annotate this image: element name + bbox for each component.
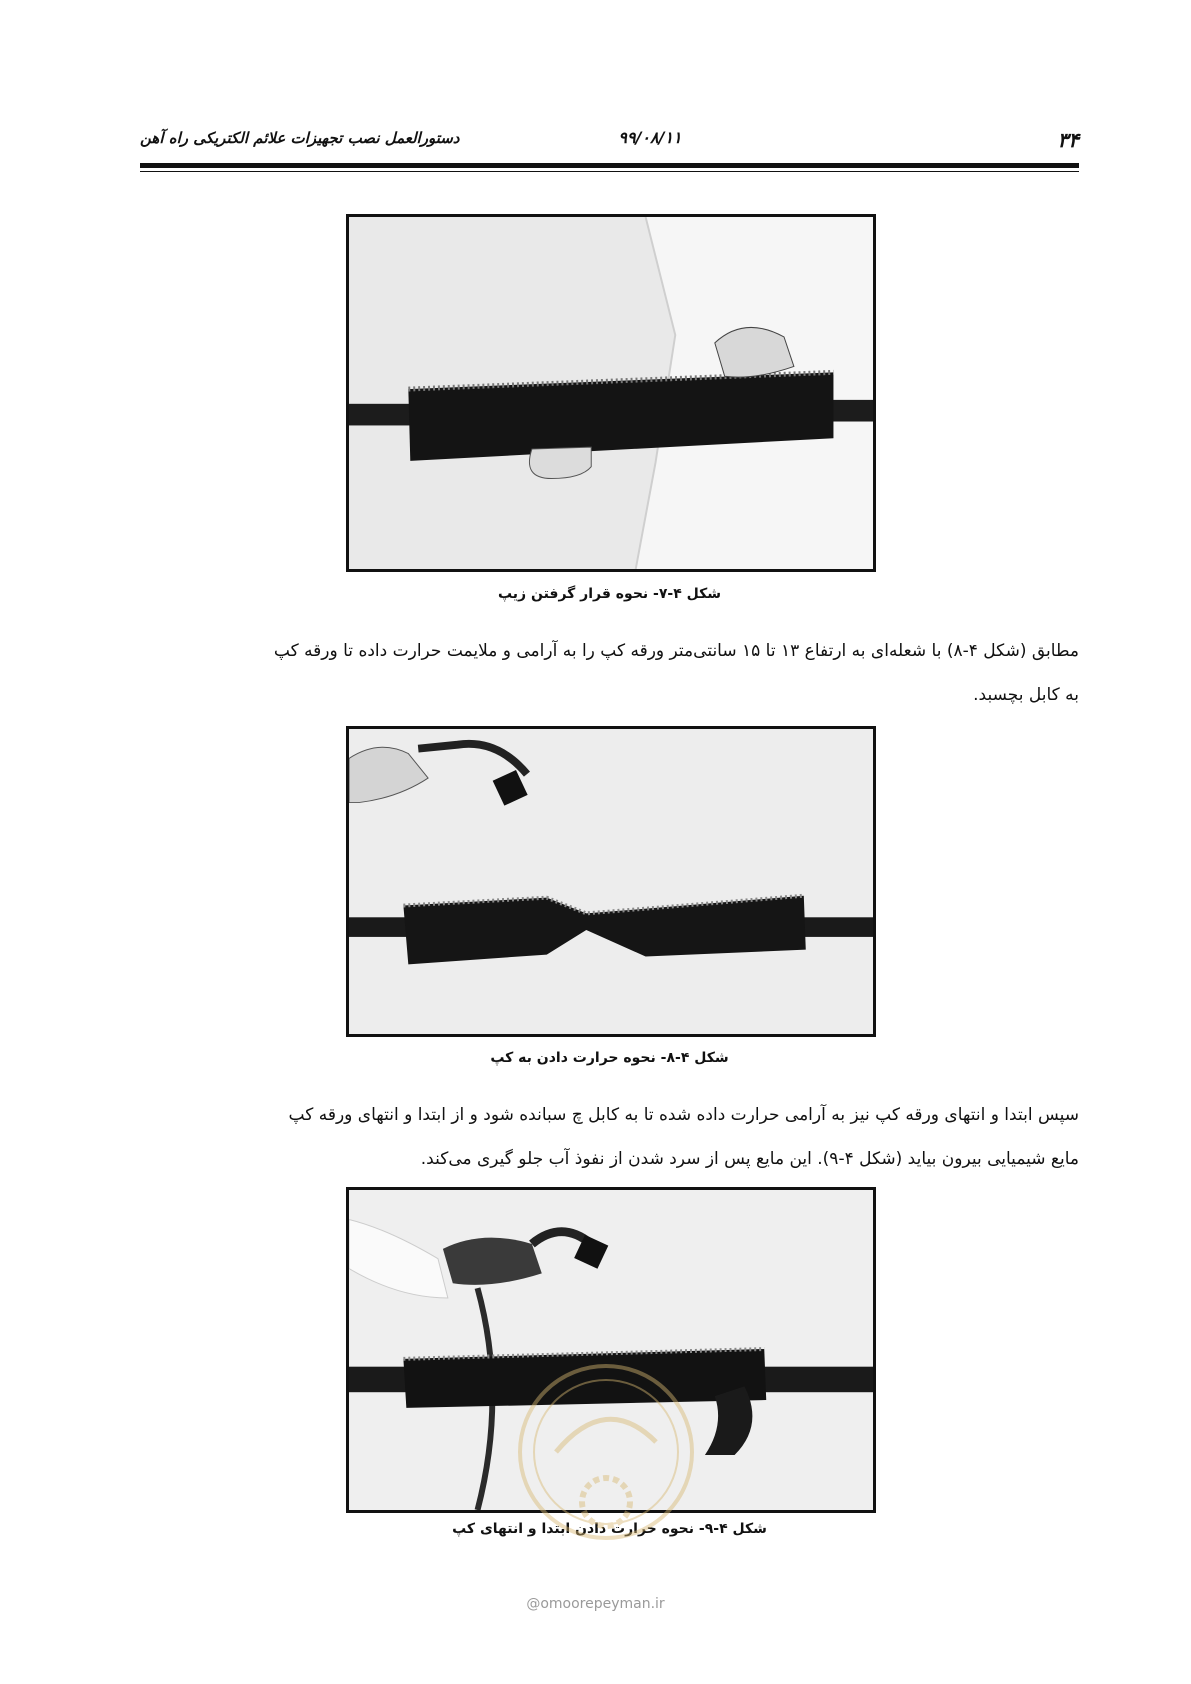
figure-zipper-placement [346, 214, 876, 572]
paragraph-heating-cap-line-2: به کابل بچسبد. [973, 685, 1079, 705]
watermark-site: @omoorepeyman.ir [526, 1596, 665, 1612]
paragraph-heating-cap-line-1: مطابق (شکل ۴-۸) با شعله‌ای به ارتفاع ۱۳ تا ۱۵ سانتی‌متر ورقه کپ را به آرامی و ملایمت حرارت داده تا ورقه کپ [273, 641, 1079, 661]
header-rule-thin [140, 171, 1079, 172]
figure-heating-cap-photo [349, 729, 873, 1034]
page-number: ۳۴ [1057, 128, 1079, 152]
document-date: ۹۹/۰۸/۱۱ [618, 128, 682, 147]
figure-caption-4-8: شکل ۴-۸- نحوه حرارت دادن به کپ [490, 1050, 729, 1066]
page-header [140, 128, 1079, 156]
header-rule-thick [140, 163, 1079, 168]
paragraph-heating-ends-line-1: سپس ابتدا و انتهای ورقه کپ نیز به آرامی حرارت داده شده تا به کابل چ سبانده شود و از ابتدا و انتهای ورقه کپ [288, 1105, 1079, 1125]
figure-caption-4-7: شکل ۴-۷- نحوه قرار گرفتن زیپ [497, 586, 722, 602]
figure-zipper-placement-photo [349, 217, 873, 569]
document-title: دستورالعمل نصب تجهیزات علائم الکتریکی راه آهن [140, 129, 460, 147]
watermark-seal-icon [506, 1352, 706, 1552]
paragraph-heating-cap [140, 629, 1079, 717]
watermark-logo-stamp [506, 1352, 706, 1552]
figure-heating-cap [346, 726, 876, 1037]
paragraph-heating-ends-line-2: مایع شیمیایی بیرون بیاید (شکل ۴-۹). این مایع پس از سرد شدن از نفوذ آب جلو گیری می‌کند. [420, 1149, 1079, 1169]
figure-caption-4-9: شکل ۴-۹- نحوه حرارت دادن ابتدا و انتهای کپ [452, 1521, 767, 1537]
paragraph-heating-ends [140, 1093, 1079, 1181]
